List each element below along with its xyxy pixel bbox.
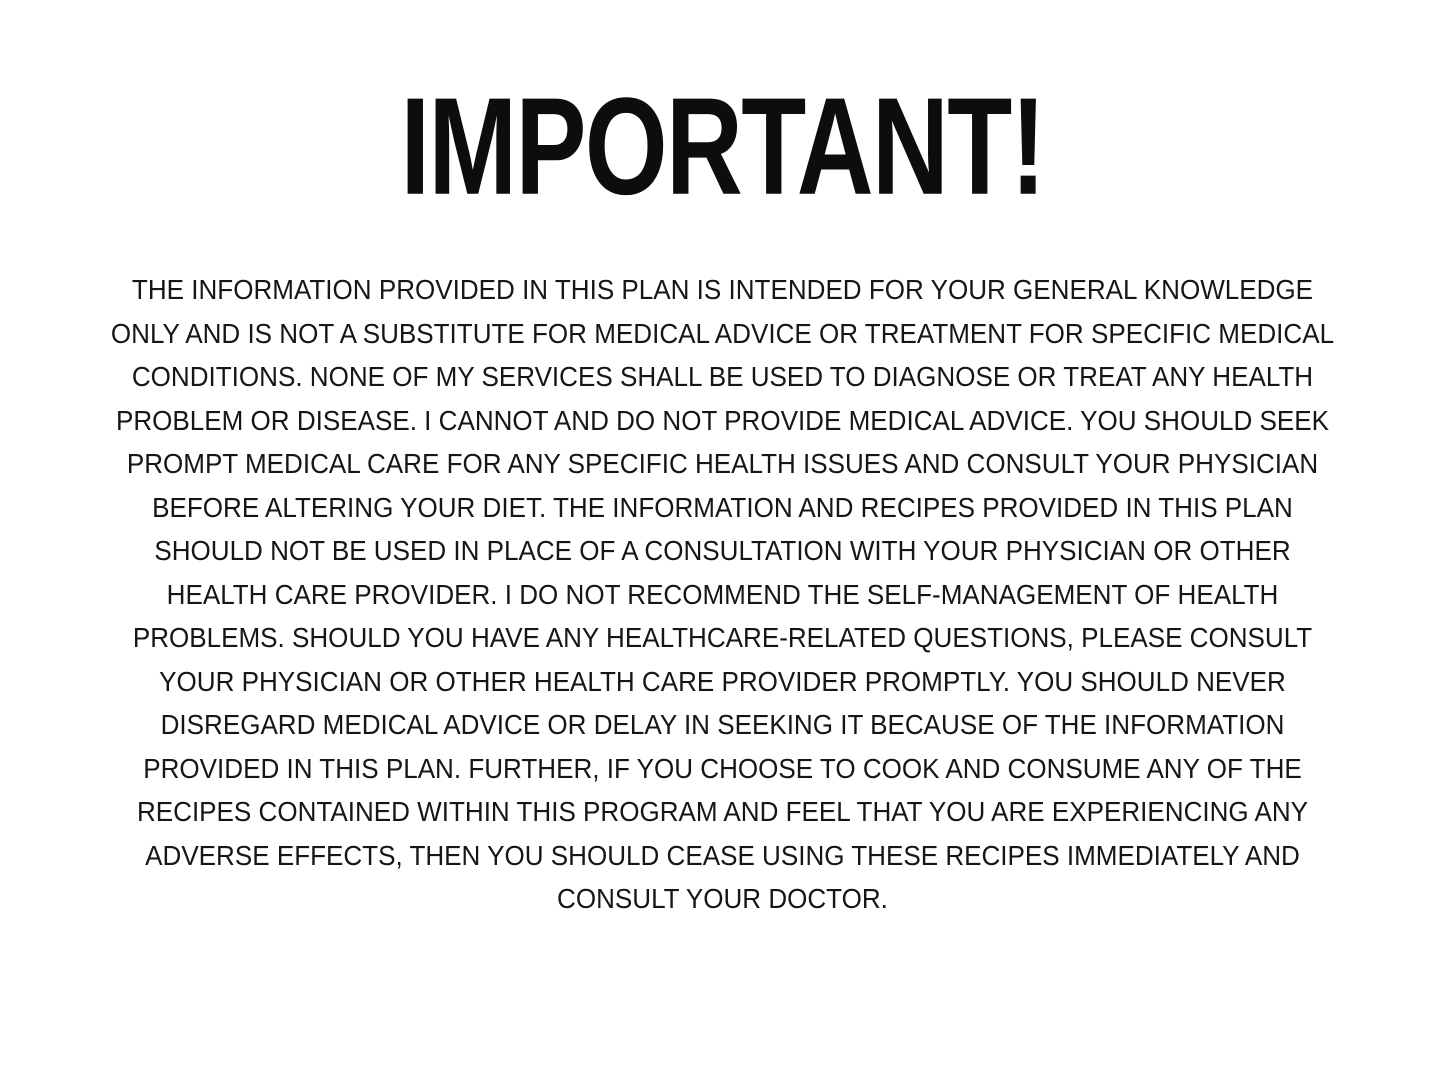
disclaimer-line: THE INFORMATION PROVIDED IN THIS PLAN IS INTENDED FOR YOUR GENERAL KNOWLEDGE	[131, 274, 1314, 305]
disclaimer-line: CONDITIONS. NONE OF MY SERVICES SHALL BE USED TO DIAGNOSE OR TREAT ANY HEALTH	[131, 361, 1314, 392]
disclaimer-line: HEALTH CARE PROVIDER. I DO NOT RECOMMEND THE SELF-MANAGEMENT OF HEALTH	[166, 578, 1279, 610]
page-title-text: IMPORTANT!	[400, 70, 1045, 224]
disclaimer-line: RECIPES CONTAINED WITHIN THIS PROGRAM AND FEEL THAT YOU ARE EXPERIENCING ANY	[136, 796, 1309, 827]
disclaimer-line: ONLY AND IS NOT A SUBSTITUTE FOR MEDICAL ADVICE OR TREATMENT FOR SPECIFIC MEDICAL	[110, 317, 1335, 349]
disclaimer-text	[51, 268, 1395, 921]
disclaimer-line: PROBLEMS. SHOULD YOU HAVE ANY HEALTHCARE-RELATED QUESTIONS, PLEASE CONSULT	[132, 622, 1313, 653]
disclaimer-line: PROMPT MEDICAL CARE FOR ANY SPECIFIC HEALTH ISSUES AND CONSULT YOUR PHYSICIAN	[126, 448, 1319, 479]
disclaimer-line: YOUR PHYSICIAN OR OTHER HEALTH CARE PROVIDER PROMPTLY. YOU SHOULD NEVER	[159, 665, 1286, 697]
disclaimer-line: PROBLEM OR DISEASE. I CANNOT AND DO NOT PROVIDE MEDICAL ADVICE. YOU SHOULD SEEK	[115, 404, 1330, 436]
disclaimer-line: DISREGARD MEDICAL ADVICE OR DELAY IN SEEKING IT BECAUSE OF THE INFORMATION	[160, 709, 1285, 740]
disclaimer-line: BEFORE ALTERING YOUR DIET. THE INFORMATION AND RECIPES PROVIDED IN THIS PLAN	[152, 491, 1293, 523]
disclaimer-line: ADVERSE EFFECTS, THEN YOU SHOULD CEASE USING THESE RECIPES IMMEDIATELY AND	[145, 839, 1300, 871]
disclaimer-line: SHOULD NOT BE USED IN PLACE OF A CONSULTATION WITH YOUR PHYSICIAN OR OTHER	[154, 535, 1291, 566]
disclaimer-line: CONSULT YOUR DOCTOR.	[557, 883, 888, 914]
disclaimer-line: PROVIDED IN THIS PLAN. FURTHER, IF YOU CHOOSE TO COOK AND CONSUME ANY OF THE	[143, 752, 1302, 784]
page-title	[0, 70, 1445, 224]
